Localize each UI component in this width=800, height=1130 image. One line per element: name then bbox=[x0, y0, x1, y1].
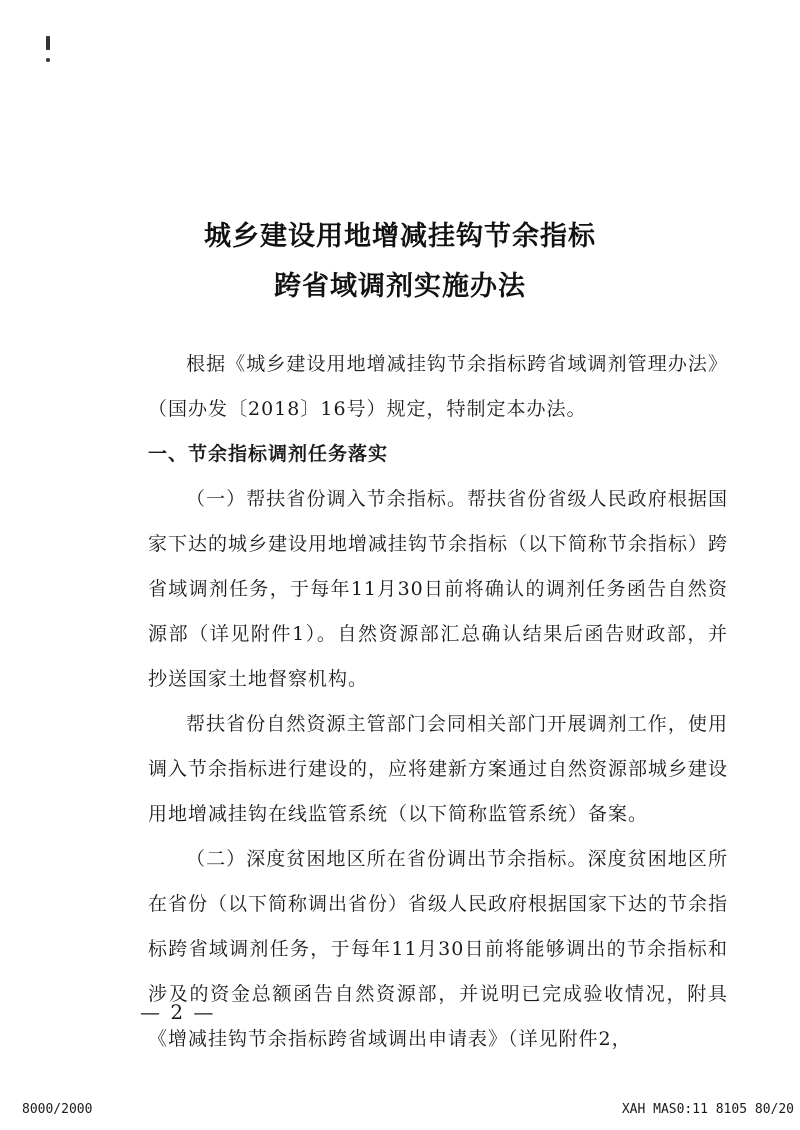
binding-hole-dot bbox=[46, 58, 50, 62]
document-body bbox=[148, 342, 728, 1062]
paragraph-1-1: （一）帮扶省份调入节余指标。帮扶省份省级人民政府根据国家下达的城乡建设用地增减挂钩节余指标（以下简称节余指标）跨省域调剂任务，于每年11月30日前将确认的调剂任务函告自然资源部（详见附件1）。自然资源部汇总确认结果后函告财政部，并抄送国家土地督察机构。 bbox=[148, 488, 729, 690]
fax-header-right: XAH MAS0:11 8105 80/20 bbox=[621, 1102, 794, 1117]
binding-hole-mark bbox=[46, 36, 50, 50]
page-number: — 2 — bbox=[140, 1000, 216, 1024]
document-title-line2: 跨省域调剂实施办法 bbox=[274, 271, 526, 302]
paragraph-1-1b: 帮扶省份自然资源主管部门会同相关部门开展调剂工作，使用调入节余指标进行建设的，应将建新方案通过自然资源部城乡建设用地增减挂钩在线监管系统（以下简称监管系统）备案。 bbox=[148, 713, 729, 825]
paragraph-intro: 根据《城乡建设用地增减挂钩节余指标跨省域调剂管理办法》（国办发〔2018〕16号）规定，特制定本办法。 bbox=[148, 353, 728, 420]
paragraph-1-2: （二）深度贫困地区所在省份调出节余指标。深度贫困地区所在省份（以下简称调出省份）省级人民政府根据国家下达的节余指标跨省域调剂任务，于每年11月30日前将能够调出的节余指标和涉及的资金总额函告自然资源部，并说明已完成验收情况，附具《增减挂钩节余指标跨省域调出申请表》（详见附件2， bbox=[148, 848, 729, 1050]
fax-header-left: 8000/2000 bbox=[22, 1102, 93, 1117]
section-heading-1: 一、节余指标调剂任务落实 bbox=[148, 443, 389, 465]
document-title-line1: 城乡建设用地增减挂钩节余指标 bbox=[204, 221, 596, 252]
